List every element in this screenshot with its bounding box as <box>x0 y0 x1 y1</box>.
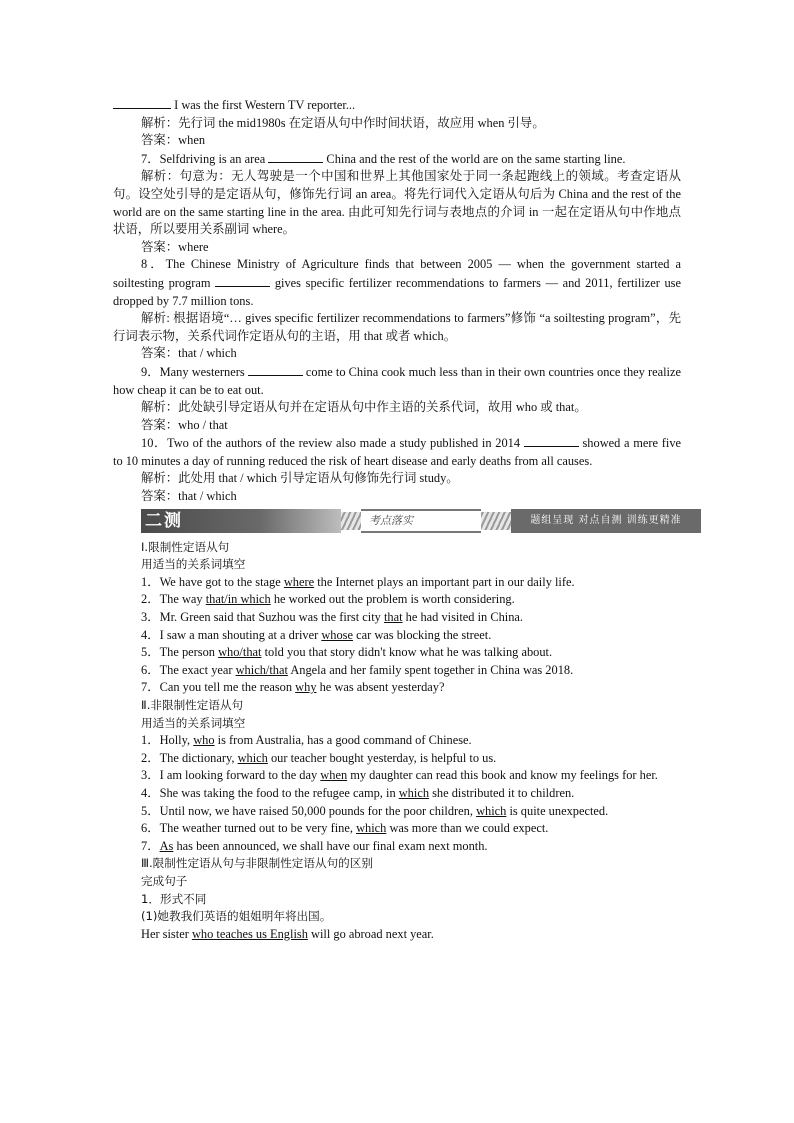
section3-item1-chinese: (1)她教我们英语的姐姐明年将出国。 <box>141 909 332 924</box>
answer-blank <box>215 274 270 287</box>
section2-list <box>113 732 681 855</box>
document-page <box>113 96 681 943</box>
q7-explanation: 解析：句意为：无人驾驶是一个中国和世界上其他国家处于同一条起跑线上的领域。考查定语从句。设空处引导的是定语从句，修饰先行词 an area。将先行词代入定语从句后为 China and the rest of the world are on the same starting line in the area. 由此可知先行词与表地点的介词 in 一起在定语从句中作地点状语，所以要用关系副词 where。 <box>113 169 681 237</box>
q8-line: 8．The Chinese Ministry of Agriculture finds that between 2005 — when the government started a soiltesting program gives specific fertilizer recommendations to farmers — and 2011, fertilizer use dropped by 7.7 million tons. <box>113 257 681 308</box>
q10-explanation: 解析：此处用 that / which 引导定语从句修饰先行词 study。 <box>141 471 459 486</box>
section-banner <box>111 509 701 533</box>
list-item: 5．Until now, we have raised 50,000 pounds for the poor children, which is quite unexpected. <box>141 803 609 818</box>
q6-explanation: 解析：先行词 the mid1980s 在定语从句中作时间状语，故应用 when 引导。 <box>141 115 545 130</box>
banner-tab: 考点落实 <box>361 509 481 533</box>
list-item: 7．Can you tell me the reason why he was absent yesterday? <box>141 680 445 695</box>
q9-answer: 答案：who / that <box>141 417 228 432</box>
list-item: 7．As has been announced, we shall have our final exam next month. <box>141 838 488 853</box>
q6-line: I was the first Western TV reporter... <box>113 96 681 115</box>
q6-answer: 答案：when <box>141 133 206 148</box>
list-item: 2．The way that/in which he worked out the problem is worth considering. <box>141 592 515 607</box>
q9-line: 9．Many westerners come to China cook much less than in their own countries once they realize how cheap it can be to eat out. <box>113 364 681 397</box>
section2-instruction: 用适当的关系词填空 <box>141 715 246 730</box>
section1-list <box>113 574 681 697</box>
answer-blank <box>268 150 323 163</box>
q7-answer: 答案：where <box>141 239 209 254</box>
list-item: 6．The weather turned out to be very fine, which was more than we could expect. <box>141 821 549 836</box>
section3-title: Ⅲ.限制性定语从句与非限制性定语从句的区别 <box>141 856 373 871</box>
answer-blank <box>524 434 579 447</box>
answer-blank <box>113 96 171 109</box>
section1-title: Ⅰ.限制性定语从句 <box>141 539 230 554</box>
list-item: 3．Mr. Green said that Suzhou was the first city that he had visited in China. <box>141 610 524 625</box>
section2-title: Ⅱ.非限制性定语从句 <box>141 698 244 712</box>
section3-item1-english: Her sister who teaches us English will go abroad next year. <box>141 926 434 941</box>
q10-line: 10．Two of the authors of the review also made a study published in 2014 showed a mere five to 10 minutes a day of running reduced the risk of heart disease and early deaths from all causes. <box>113 436 682 468</box>
banner-title: 二测 <box>145 510 183 531</box>
q8-answer: 答案：that / which <box>141 346 237 361</box>
list-item: 1．We have got to the stage where the Internet plays an important part in our daily life. <box>141 574 575 589</box>
section3-subtitle: 1．形式不同 <box>141 891 207 906</box>
list-item: 4．She was taking the food to the refugee camp, in which she distributed it to children. <box>141 785 575 800</box>
list-item: 2．The dictionary, which our teacher bought yesterday, is helpful to us. <box>141 750 497 765</box>
q8-explanation: 解析: 根据语境“… gives specific fertilizer recommendations to farmers”修饰 “a soiltesting program”，先行词表示物，关系代词作定语从句的主语，用 that 或者 which。 <box>113 311 681 343</box>
q9-explanation: 解析：此处缺引导定语从句并在定语从句中作主语的关系代词，故用 who 或 that。 <box>141 400 587 415</box>
list-item: 6．The exact year which/that Angela and her family spent together in China was 2018. <box>141 662 574 677</box>
q10-answer: 答案：that / which <box>141 489 237 504</box>
q7-line: 7．Selfdriving is an area China and the rest of the world are on the same starting line. <box>141 151 626 166</box>
banner-right-label: 题组呈现 对点自测 训练更精准 <box>511 509 701 533</box>
section1-instruction: 用适当的关系词填空 <box>141 557 246 572</box>
section3-instruction: 完成句子 <box>141 873 188 888</box>
list-item: 5．The person who/that told you that story didn't know what he was talking about. <box>141 645 553 660</box>
list-item: 4．I saw a man shouting at a driver whose car was blocking the street. <box>141 627 492 642</box>
answer-blank <box>248 363 303 376</box>
list-item: 1．Holly, who is from Australia, has a good command of Chinese. <box>141 733 472 748</box>
list-item: 3．I am looking forward to the day when my daughter can read this book and know my feelings for her. <box>141 768 658 783</box>
